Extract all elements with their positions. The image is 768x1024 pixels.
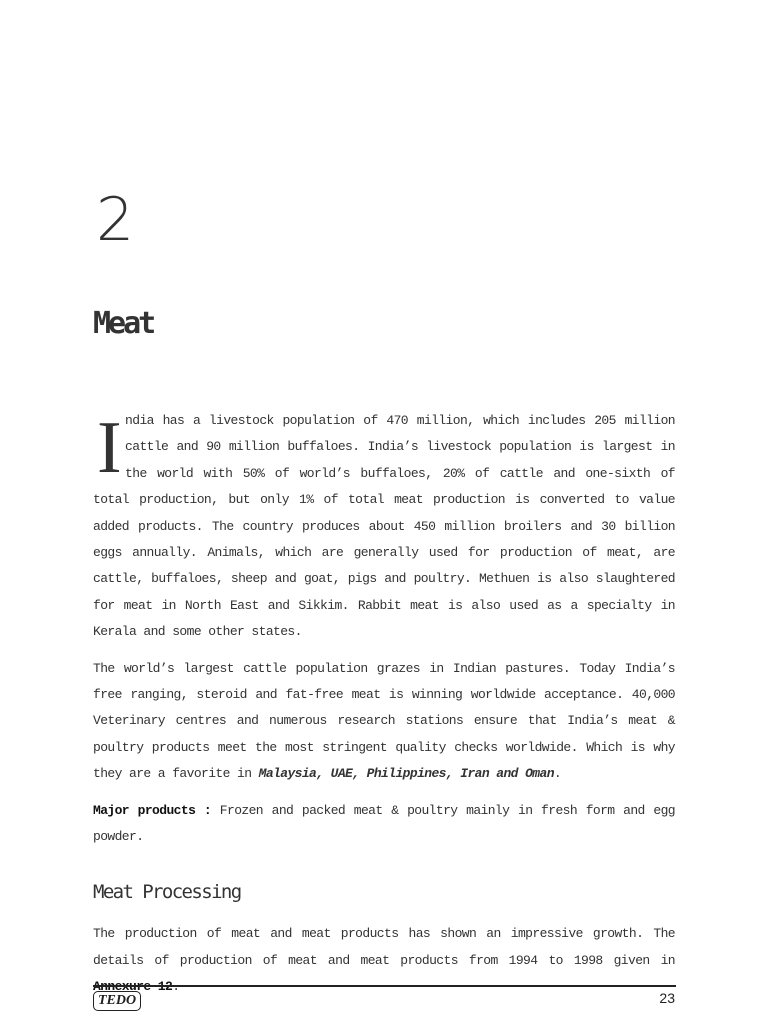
tedo-logo: TEDO bbox=[93, 991, 141, 1011]
country-list: Malaysia, UAE, Philippines, Iran and Oman bbox=[258, 766, 554, 782]
footer-rule bbox=[93, 985, 676, 987]
export-text: The world’s largest cattle population grazes in Indian pastures. Today India’s free ranging, steroid and fat-free meat is winning worldwide acceptance. 40,000 Veterinary centres and numerous research stations ensure that India’s meat & poultry products meet the most stringent quality checks worldwide. Which is why they are a favorite in bbox=[93, 660, 675, 782]
major-products-label: Major products bbox=[93, 802, 196, 818]
intro-paragraph bbox=[93, 408, 675, 646]
annexure-reference: Annexure 12 bbox=[93, 979, 173, 995]
intro-text: ndia has a livestock population of 470 million, which includes 205 million cattle and 90 million buffaloes. India’s livestock population is largest in the world with 50% of world’s buffaloes, 20% of cattle and one-sixth of total production, but only 1% of total meat production is converted to value added products. The country produces about 450 million broilers and 30 billion eggs annually. Animals, which are generally used for production of meat, are cattle, buffaloes, sheep and goat, pigs and poultry. Methuen is also slaughtered for meat in North East and Sikkim. Rabbit meat is also used as a specialty in Kerala and some other states. bbox=[93, 413, 675, 640]
major-products-paragraph bbox=[93, 798, 675, 851]
drop-cap: I bbox=[97, 407, 122, 489]
page-number: 23 bbox=[659, 990, 675, 1006]
processing-end: . bbox=[172, 979, 180, 995]
processing-text: The production of meat and meat products has shown an impressive growth. The details of production of meat and meat products from 1994 to 1998 given in bbox=[93, 926, 675, 968]
body-text bbox=[93, 408, 675, 1011]
section-heading: Meat Processing bbox=[93, 880, 241, 903]
export-paragraph bbox=[93, 656, 675, 788]
chapter-title: Meat bbox=[93, 306, 154, 341]
processing-paragraph bbox=[93, 921, 675, 1000]
major-products-separator: : bbox=[195, 802, 220, 818]
major-products-text: Frozen and packed meat & poultry mainly in fresh form and egg powder. bbox=[93, 802, 676, 845]
chapter-number: 2 bbox=[96, 185, 135, 255]
export-end: . bbox=[553, 766, 562, 782]
